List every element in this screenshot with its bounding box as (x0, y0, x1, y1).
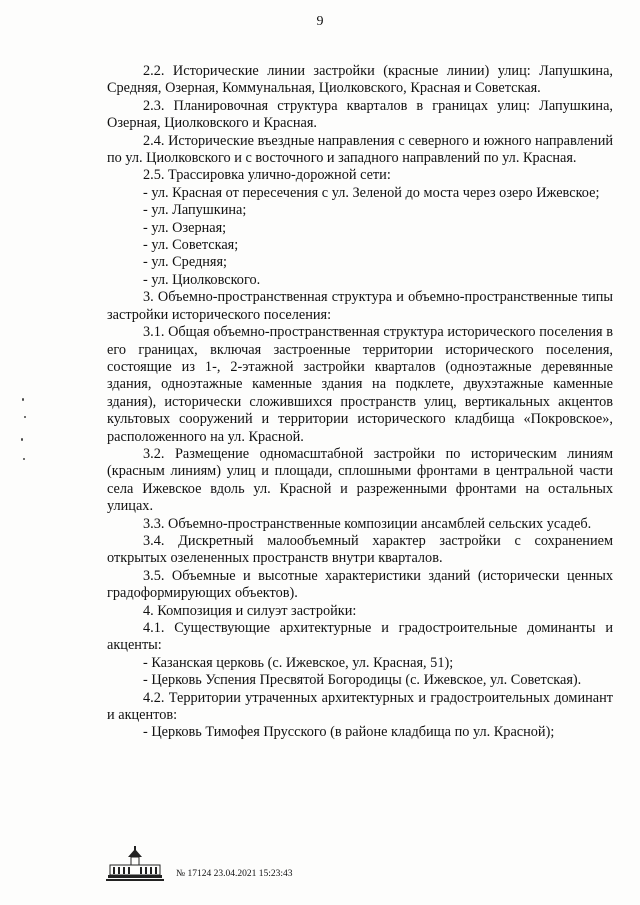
list-item: - ул. Лапушкина; (143, 202, 247, 219)
paragraph-2-2: 2.2. Исторические линии застройки (красные линии) улиц: Лапушкина, Средняя, Озерная, Коммунальная, Циолковского, Красная и Советская. (107, 63, 613, 97)
paragraph-3-2: 3.2. Размещение одномасштабной застройки по историческим линиям (красным линиям) улиц и площади, сплошными фронтами в центральной части села Ижевское вдоль ул. Красной и разреженными фронтами на остальных улицах. (107, 445, 613, 515)
paragraph-2-4: 2.4. Исторические въездные направления с северного и южного направлений по ул. Циолковского и с восточного и западного направлений по ул. Красная. (107, 132, 613, 167)
paragraph-3-5: 3.5. Объемные и высотные характеристики зданий (исторически ценных градоформирующих объектов). (107, 567, 613, 602)
paragraph-2-5: 2.5. Трассировка улично-дорожной сети: (143, 167, 391, 184)
government-building-icon (104, 845, 166, 883)
list-item: - ул. Красная от пересечения с ул. Зеленой до моста через озеро Ижевское; (143, 184, 600, 201)
list-item: - Церковь Тимофея Прусского (в районе кладбища по ул. Красной); (143, 724, 555, 741)
list-item: - Казанская церковь (с. Ижевское, ул. Красная, 51); (143, 654, 454, 671)
list-item: - ул. Циолковского. (143, 271, 261, 288)
section-4-heading: 4. Композиция и силуэт застройки: (143, 602, 357, 619)
registration-stamp: № 17124 23.04.2021 15:23:43 (176, 869, 293, 879)
paragraph-4-2: 4.2. Территории утраченных архитектурных и градостроительных доминант и акцентов: (107, 689, 613, 724)
list-item: - Церковь Успения Пресвятой Богородицы (с. Ижевское, ул. Советская). (143, 672, 582, 689)
scan-mark (21, 438, 23, 441)
scan-mark (23, 458, 25, 460)
scan-mark (22, 398, 24, 401)
list-item: - ул. Советская; (143, 237, 239, 254)
paragraph-4-1: 4.1. Существующие архитектурные и градостроительные доминанты и акценты: (107, 620, 613, 654)
paragraph-2-3: 2.3. Планировочная структура кварталов в границах улиц: Лапушкина, Озерная, Циолковского и Красная. (107, 97, 613, 132)
paragraph-3-1: 3.1. Общая объемно-пространственная структура исторического поселения в его границах, включая застроенные территории исторического поселения, состоящие из 1-, 2-этажной застройки кварталов (одноэтажные деревянные здания, одноэтажные каменные здания на подклете, двухэтажные каменные здания), исторически сложившихся пространств улиц, вертикальных акцентов культовых сооружений и территории исторического кладбища «Покровское», расположенного на ул. Красной. (107, 324, 613, 445)
scan-mark (24, 416, 26, 418)
list-item: - ул. Средняя; (143, 254, 228, 271)
registration-footer (104, 845, 404, 885)
paragraph-3-4: 3.4. Дискретный малообъемный характер застройки с сохранением открытых озелененных пространств внутри кварталов. (107, 532, 613, 567)
page-number: 9 (316, 14, 324, 29)
list-item: - ул. Озерная; (143, 219, 227, 236)
section-3-heading: 3. Объемно-пространственная структура и объемно-пространственные типы застройки исторического поселения: (107, 289, 613, 323)
document-body (107, 63, 613, 742)
paragraph-3-3: 3.3. Объемно-пространственные композиции ансамблей сельских усадеб. (143, 515, 592, 532)
